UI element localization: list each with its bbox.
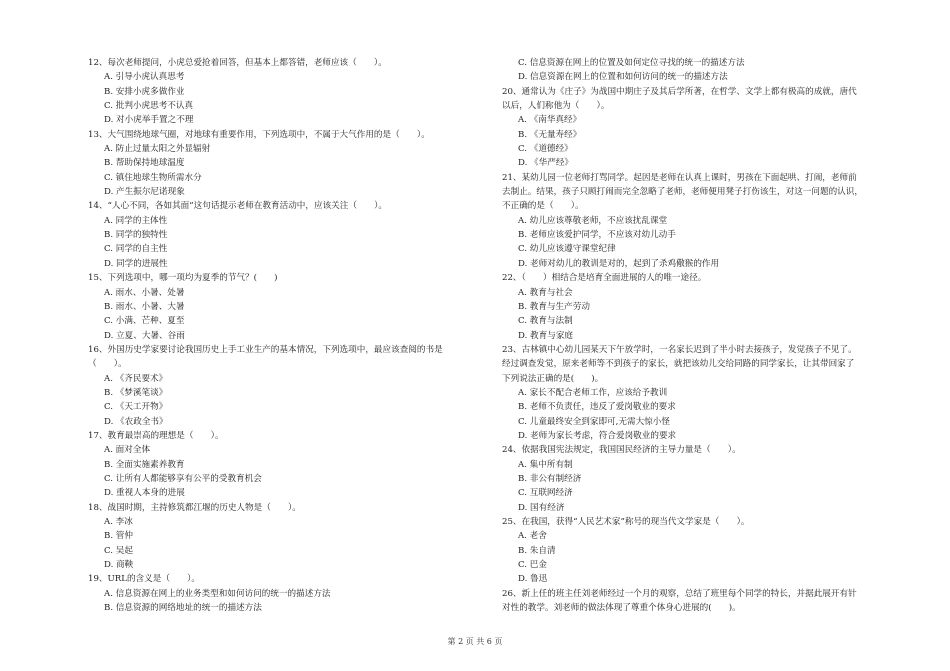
answer-option: A. 防止过量太阳之外显辐射 — [104, 144, 211, 155]
question-stem: 17、教育最崇高的理想是（ ）。 — [88, 430, 224, 441]
answer-option: B. 同学的独特性 — [104, 230, 168, 241]
answer-option: D. 商鞅 — [104, 560, 134, 571]
answer-option: D. 老师对幼儿的教训是对的，起到了杀鸡儆猴的作用 — [518, 258, 720, 269]
answer-option: A. 集中所有制 — [518, 459, 573, 470]
answer-option: A. 幼儿应该尊敬老师，不应该扰乱课堂 — [518, 215, 668, 226]
question-block — [502, 85, 874, 171]
answer-option: A. 老舍 — [518, 531, 547, 542]
answer-option: B. 全面实施素养教育 — [104, 459, 185, 470]
answer-option: D. 《华严经》 — [518, 158, 574, 169]
question-stem: 20、通常认为《庄子》为战国中期庄子及其后学所著，在哲学、文学上都有极高的成就，唐代 — [502, 86, 857, 97]
answer-option: A. 同学的主体性 — [104, 215, 168, 226]
answer-option: C. 同学的自主性 — [104, 244, 168, 255]
answer-option: C. 信息资源在网上的位置及如何定位寻找的统一的描述方法 — [518, 58, 745, 68]
answer-option: A. 《齐民要术》 — [104, 373, 168, 384]
answer-option: A. 面对全体 — [104, 445, 151, 456]
page-footer: 第 2 页 共 6 页 — [447, 637, 503, 646]
question-stem: 18、战国时期，主持修筑都江堰的历史人物是（ ）。 — [88, 502, 301, 513]
question-stem: 23、古林镇中心幼儿园某天下午放学时，一名家长迟到了半小时去接孩子，发觉孩子不见了。 — [502, 344, 857, 355]
question-block — [502, 343, 874, 443]
answer-option: D. 老师为家长考虑，符合爱岗敬业的要求 — [518, 430, 677, 441]
question-stem: 21、某幼儿园一位老师打骂同学。起因是老师在认真上课时，男孩在下面起哄、打闹，老师前 — [502, 172, 857, 183]
answer-option: A. 教育与社会 — [518, 287, 573, 298]
answer-option: C. 批判小虎思考不认真 — [104, 101, 194, 112]
question-stem-continued: 下列说法正确的是( )。 — [502, 373, 604, 384]
answer-option: B. 教育与生产劳动 — [518, 301, 590, 312]
answer-option: D. 重视人本身的进展 — [104, 488, 185, 499]
answer-option: C. 吴起 — [104, 545, 133, 556]
answer-option: B. 朱自清 — [518, 545, 556, 556]
answer-option: D. 教育与家庭 — [518, 330, 574, 341]
answer-option: B. 非公有制经济 — [518, 473, 582, 484]
answer-option: A. 信息资源在网上的业务类型和如何访问的统一的描述方法 — [104, 588, 331, 599]
question-block — [502, 443, 874, 515]
question-stem: 22、（ ）相结合是培育全面进展的人的唯一途径。 — [502, 273, 707, 284]
question-block — [88, 572, 460, 615]
question-stem: 24、依据我国宪法规定，我国国民经济的主导力量是（ ）。 — [502, 445, 741, 456]
answer-option: A. 引导小虎认真思考 — [104, 72, 185, 83]
question-block — [502, 271, 874, 343]
question-stem: 14、“人心不同，各如其面”这句话提示老师在教育活动中，应该关注（ ）。 — [88, 201, 388, 212]
answer-option: B. 《无量寿经》 — [518, 129, 582, 140]
question-stem: 16、外国历史学家要讨论我国历史上手工业生产的基本情况，下列选项中，最应该查阅的书是 — [88, 344, 443, 355]
question-stem: 19、URL的含义是（ ）。 — [88, 574, 200, 585]
answer-option: C. 让所有人都能够享有公平的受教育机会 — [104, 473, 262, 484]
question-block — [502, 587, 874, 616]
question-stem-continued: （ ）。 — [88, 359, 127, 370]
answer-option: C. 《道德经》 — [518, 144, 573, 155]
question-stem: 15、下列选项中，哪一项均为夏季的节气？( ) — [88, 273, 278, 284]
question-stem-continued: 对性的教学。刘老师的做法体现了尊重个体身心进展的( )。 — [502, 603, 741, 614]
question-stem: 25、在我国，获得“人民艺术家”称号的现当代文学家是（ ）。 — [502, 517, 750, 527]
answer-option: D. 对小虎举手置之不理 — [104, 115, 194, 126]
question-block — [502, 515, 874, 587]
question-stem-continued: 以后，人们称他为（ ）。 — [502, 101, 610, 112]
answer-option: B. 安排小虎多做作业 — [104, 86, 185, 97]
question-block — [502, 56, 874, 85]
question-stem: 13、大气围绕地球气圈，对地球有重要作用，下列选项中，不属于大气作用的是（ ）。 — [88, 129, 430, 140]
answer-option: C. 镇住地球生物所需水分 — [104, 172, 202, 183]
answer-option: D. 《农政全书》 — [104, 416, 168, 427]
answer-option: C. 幼儿应该遵守课堂纪律 — [518, 244, 616, 255]
question-block — [502, 171, 874, 271]
question-stem-continued: 经过调查发觉，原来老师等不到孩子的家长，就把该幼儿交给同路的同学家长，让其带回家了 — [502, 359, 855, 370]
answer-option: D. 产生振尔尼诺现象 — [104, 187, 185, 198]
question-block — [88, 501, 460, 573]
answer-option: C. 儿童最终安全到家即可,无需大惊小怪 — [518, 416, 670, 427]
question-block — [88, 343, 460, 429]
answer-option: C. 互联网经济 — [518, 488, 573, 499]
answer-option: B. 《梦溪笔谈》 — [104, 387, 168, 398]
answer-option: D. 国有经济 — [518, 502, 565, 513]
answer-option: C. 巴金 — [518, 560, 547, 571]
question-stem: 26、新上任的班主任刘老师经过一个月的观察，总结了班里每个同学的特长，并据此展开有针 — [502, 588, 857, 599]
question-block — [88, 429, 460, 501]
answer-option: C. 教育与法制 — [518, 316, 573, 327]
answer-option: A. 家长不配合老师工作，应该给予教训 — [518, 387, 668, 398]
question-stem-continued: 不正确的是（ ）。 — [502, 201, 584, 212]
answer-option: A. 《南华真经》 — [518, 115, 582, 126]
answer-option: B. 帮助保持地球温度 — [104, 158, 185, 169]
answer-option: B. 老师不负责任，违反了爱岗敬业的要求 — [518, 402, 676, 413]
answer-option: D. 信息资源在网上的位置和如何访问的统一的描述方法 — [518, 72, 728, 83]
question-stem: 12、每次老师提问，小虎总爱抢着回答，但基本上都答错，老师应该（ ）。 — [88, 58, 387, 68]
answer-option: D. 鲁迅 — [518, 574, 548, 585]
answer-option: B. 管仲 — [104, 531, 133, 542]
answer-option: D. 同学的进展性 — [104, 258, 168, 269]
answer-option: A. 李冰 — [104, 517, 133, 527]
answer-option: C. 小满、芒种、夏至 — [104, 316, 185, 327]
question-block — [88, 128, 460, 200]
question-block — [88, 199, 460, 271]
question-block — [88, 56, 460, 128]
answer-option: C. 《天工开物》 — [104, 402, 168, 413]
answer-option: B. 老师应该爱护同学，不应该对幼儿动手 — [518, 230, 676, 241]
right-column — [502, 56, 874, 615]
answer-option: D. 立夏、大暑、谷雨 — [104, 330, 185, 341]
left-column — [88, 56, 460, 615]
answer-option: B. 雨水、小暑、大暑 — [104, 301, 185, 312]
answer-option: B. 信息资源的网络地址的统一的描述方法 — [104, 603, 262, 614]
answer-option: A. 雨水、小暑、处暑 — [104, 287, 185, 298]
question-block — [88, 271, 460, 343]
question-stem-continued: 去制止。结果，孩子只顾打闹而完全忽略了老师，老师便用凳子打伤该生，对这一问题的认识， — [502, 187, 863, 198]
